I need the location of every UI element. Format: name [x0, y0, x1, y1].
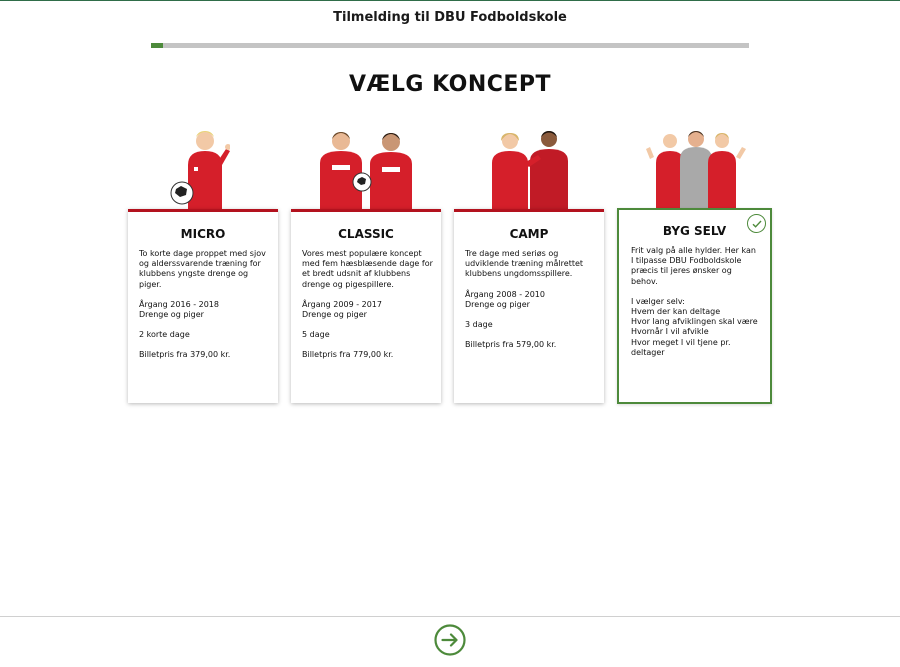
card-body [302, 249, 434, 371]
card-option: Hvem der kan deltage [631, 307, 721, 317]
card-option: Hvor meget I vil tjene pr. deltager [631, 337, 731, 357]
footer-divider [0, 616, 900, 617]
concept-card-micro[interactable] [128, 209, 278, 403]
card-audience: Drenge og piger [465, 299, 530, 309]
card-price: Billetpris fra 579,00 kr. [465, 340, 557, 350]
card-year-range: Årgang 2016 - 2018 [139, 299, 219, 309]
card-choose-label: I vælger selv: [631, 296, 685, 306]
camp-kids-image [486, 127, 572, 209]
card-title: BYG SELV [662, 224, 727, 238]
card-year-range: Årgang 2008 - 2010 [465, 289, 545, 299]
page-title: VÆLG KONCEPT [348, 72, 552, 97]
concept-card-byg-selv[interactable] [617, 208, 772, 404]
card-price: Billetpris fra 379,00 kr. [139, 350, 231, 360]
card-description: Vores mest populære koncept med fem hæsblæsende dage for et bredt udsnit af klubbens drenge og pigespillere. [302, 249, 433, 289]
card-duration: 3 dage [465, 320, 493, 330]
card-price: Billetpris fra 779,00 kr. [302, 350, 394, 360]
card-body [631, 246, 759, 358]
card-description: Tre dage med seriøs og udviklende træning målrettet klubbens ungdomsspillere. [465, 249, 584, 279]
card-description: Frit valg på alle hylder. Her kan I tilpasse DBU Fodboldskole præcis til jeres ønsker og behov. [631, 246, 756, 286]
card-audience: Drenge og piger [302, 310, 367, 320]
micro-kid-image [162, 127, 230, 209]
card-option: Hvor lang afviklingen skal være [631, 317, 758, 327]
top-accent-line [0, 0, 900, 1]
card-duration: 2 korte dage [139, 330, 190, 340]
card-title: CAMP [509, 227, 549, 241]
progress-bar-fill [151, 43, 163, 48]
card-option: Hvornår I vil afvikle [631, 327, 709, 337]
byg-selv-kids-image [644, 127, 748, 209]
next-button[interactable] [434, 624, 466, 656]
card-year-range: Årgang 2009 - 2017 [302, 299, 382, 309]
card-audience: Drenge og piger [139, 310, 204, 320]
arrow-right-circle-icon [434, 624, 466, 656]
card-title: CLASSIC [338, 227, 394, 241]
concept-card-classic[interactable] [291, 209, 441, 403]
classic-kids-image [310, 127, 422, 209]
progress-bar [151, 43, 749, 48]
header-title: Tilmelding til DBU Fodboldskole [333, 10, 567, 25]
card-duration: 5 dage [302, 330, 330, 340]
card-body [465, 249, 597, 360]
concept-card-camp[interactable] [454, 209, 604, 403]
card-description: To korte dage proppet med sjov og alderssvarende træning for klubbens yngste drenge og piger. [139, 249, 266, 289]
card-body [139, 249, 271, 371]
card-title: MICRO [180, 227, 226, 241]
